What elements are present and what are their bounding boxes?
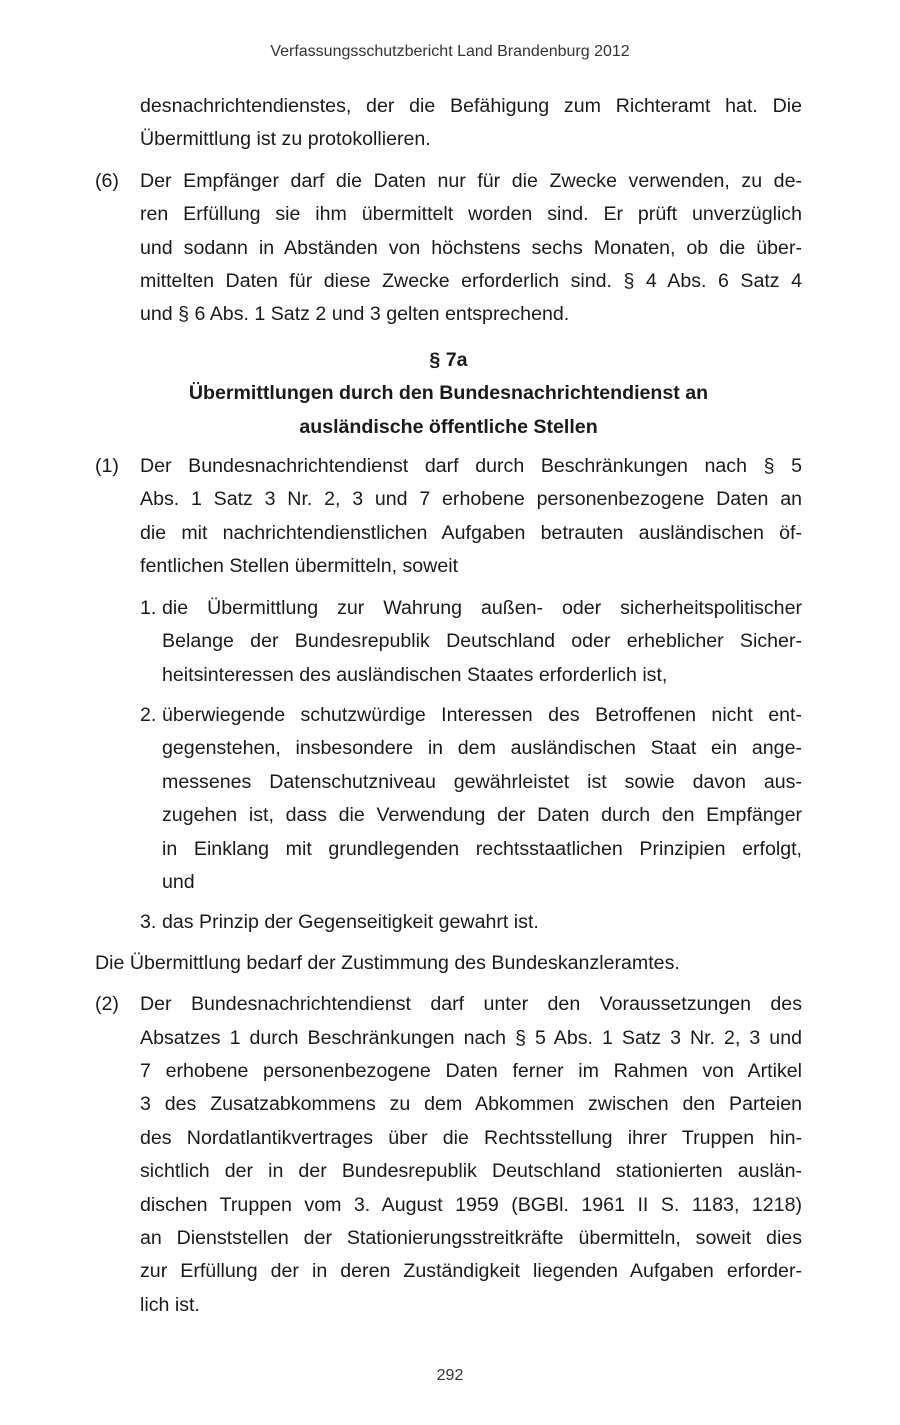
text-line: 3 des Zusatzabkommens zu dem Abkommen zwischen den Parteien <box>140 1093 802 1116</box>
paragraph <box>95 988 802 1322</box>
text-line: dischen Truppen vom 3. August 1959 (BGBl. 1961 II S. 1183, 1218) <box>140 1193 802 1216</box>
text-line: sichtlich der in der Bundesrepublik Deutschland stationierten auslän- <box>140 1160 802 1183</box>
text-line: Die Übermittlung bedarf der Zustimmung des Bundeskanzleramtes. <box>95 951 680 974</box>
text-line: messenes Datenschutzniveau gewährleistet ist sowie davon aus- <box>162 770 802 793</box>
list-item <box>140 699 802 899</box>
page-number: 292 <box>436 1367 464 1384</box>
text-line: Der Bundesnachrichtendienst darf durch Beschränkungen nach § 5 <box>140 455 802 478</box>
paragraph-number: (1) <box>95 455 119 478</box>
text-line: Der Empfänger darf die Daten nur für die Zwecke verwenden, zu de- <box>140 169 802 192</box>
paragraph-text <box>162 906 802 939</box>
list-number: 2. <box>140 703 157 726</box>
text-line: ren Erfüllung sie ihm übermittelt worden sind. Er prüft unverzüglich <box>140 203 802 226</box>
text-line: Abs. 1 Satz 3 Nr. 2, 3 und 7 erhobene personenbezogene Daten an <box>140 488 802 511</box>
paragraph-text <box>140 90 802 157</box>
section-title-line: Übermittlungen durch den Bundesnachrichtendienst an <box>188 382 709 405</box>
paragraph-text <box>162 699 802 899</box>
list-number: 3. <box>140 911 157 934</box>
paragraph-text <box>140 450 802 584</box>
paragraph-text <box>162 592 802 692</box>
text-line: die mit nachrichtendienstlichen Aufgaben betrauten ausländischen öf- <box>140 521 802 544</box>
text-line: heitsinteressen des ausländischen Staates erforderlich ist, <box>162 663 668 686</box>
text-line: des Nordatlantikvertrages über die Rechtsstellung ihrer Truppen hin- <box>140 1126 802 1149</box>
list-item <box>140 592 802 692</box>
section-number: § 7a <box>429 348 468 371</box>
text-line: 7 erhobene personenbezogene Daten ferner im Rahmen von Artikel <box>140 1059 802 1082</box>
paragraph-text <box>140 988 802 1322</box>
text-line: überwiegende schutzwürdige Interessen des Betroffenen nicht ent- <box>162 703 802 726</box>
paragraph <box>95 947 802 980</box>
text-line: zugehen ist, dass die Verwendung der Daten durch den Empfänger <box>162 804 802 827</box>
text-line: mittelten Daten für diese Zwecke erforderlich sind. § 4 Abs. 6 Satz 4 <box>140 270 802 293</box>
paragraph-text <box>140 165 802 332</box>
paragraph-text <box>95 947 802 980</box>
text-line: desnachrichtendienstes, der die Befähigung zum Richteramt hat. Die <box>140 95 802 117</box>
section-heading <box>95 344 802 444</box>
text-line: zur Erfüllung der in deren Zuständigkeit liegenden Aufgaben erforder- <box>140 1260 802 1283</box>
text-line: in Einklang mit grundlegenden rechtsstaatlichen Prinzipien erfolgt, <box>162 837 802 860</box>
text-line: an Dienststellen der Stationierungsstreitkräfte übermitteln, soweit dies <box>140 1227 802 1249</box>
text-line: lich ist. <box>140 1293 200 1316</box>
text-line: das Prinzip der Gegenseitigkeit gewahrt ist. <box>162 911 539 934</box>
section-title-line: ausländische öffentliche Stellen <box>299 415 598 438</box>
text-line: gegenstehen, insbesondere in dem ausländischen Staat ein ange- <box>162 737 802 760</box>
text-line: und sodann in Abständen von höchstens sechs Monaten, ob die über- <box>140 236 802 259</box>
text-line: Belange der Bundesrepublik Deutschland oder erheblicher Sicher- <box>162 630 802 653</box>
running-header: Verfassungsschutzbericht Land Brandenburg 2012 <box>270 43 630 60</box>
text-line: die Übermittlung zur Wahrung außen- oder sicherheitspolitischer <box>162 596 802 619</box>
paragraph <box>95 90 802 157</box>
text-line: Übermittlung ist zu protokollieren. <box>140 128 431 151</box>
page-body <box>95 90 802 1330</box>
text-line: und <box>162 870 195 893</box>
paragraph-number: (6) <box>95 169 119 192</box>
text-line: Absatzes 1 durch Beschränkungen nach § 5 Abs. 1 Satz 3 Nr. 2, 3 und <box>140 1026 802 1049</box>
text-line: und § 6 Abs. 1 Satz 2 und 3 gelten entsprechend. <box>140 303 570 326</box>
paragraph <box>95 450 802 584</box>
text-line: Der Bundesnachrichtendienst darf unter den Voraussetzungen des <box>140 993 802 1016</box>
list-item <box>140 906 802 939</box>
list-number: 1. <box>140 596 157 619</box>
text-line: fentlichen Stellen übermitteln, soweit <box>140 555 459 578</box>
paragraph-number: (2) <box>95 993 119 1016</box>
paragraph <box>95 165 802 332</box>
